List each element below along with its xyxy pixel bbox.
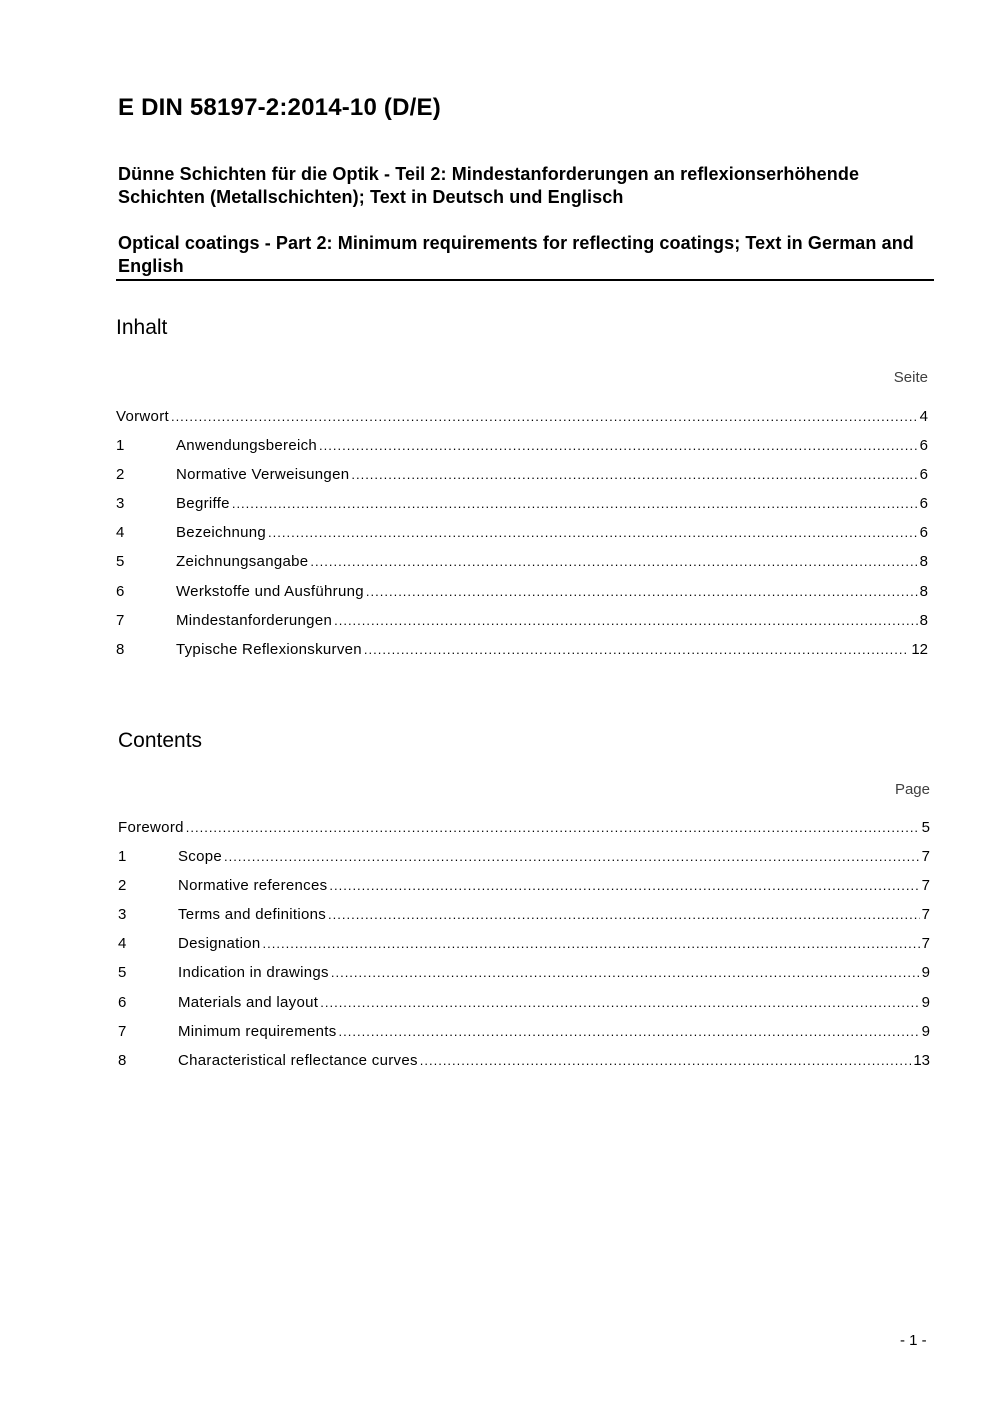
toc-entry-number: 3 xyxy=(118,906,127,924)
toc-entry[interactable] xyxy=(118,994,930,1023)
toc-dot-leader xyxy=(366,584,918,599)
toc-dot-leader xyxy=(263,936,920,951)
toc-entry-number: 1 xyxy=(116,437,125,455)
toc-dot-leader xyxy=(320,995,919,1010)
toc-entry[interactable] xyxy=(118,1023,930,1052)
toc-entry-label: Mindestanforderungen xyxy=(176,611,333,629)
toc-entry-number: 7 xyxy=(118,1022,127,1040)
toc-entry-label: Bezeichnung xyxy=(176,524,267,542)
toc-list-english xyxy=(118,819,930,1081)
toc-entry-page: 13 xyxy=(913,1051,930,1069)
toc-dot-leader xyxy=(351,467,917,482)
toc-entry[interactable] xyxy=(116,466,928,495)
toc-page-column-label-german: Seite xyxy=(893,369,928,386)
toc-entry-label: Zeichnungsangabe xyxy=(176,553,309,571)
toc-dot-leader xyxy=(328,907,920,922)
toc-entry[interactable] xyxy=(116,612,928,641)
toc-entry[interactable] xyxy=(118,906,930,935)
toc-entry-label: Normative Verweisungen xyxy=(176,466,350,484)
toc-dot-leader xyxy=(268,525,918,540)
toc-entry-label: Characteristical reflectance curves xyxy=(178,1051,418,1069)
toc-entry-page: 9 xyxy=(921,1022,930,1040)
toc-entry[interactable] xyxy=(118,877,930,906)
toc-entry-page: 6 xyxy=(919,437,928,455)
toc-entry-label: Typische Reflexionskurven xyxy=(176,640,362,658)
toc-entry-page: 7 xyxy=(921,935,930,953)
toc-entry-number: 3 xyxy=(116,495,125,513)
toc-entry-label: Foreword xyxy=(118,819,184,836)
toc-dot-leader xyxy=(224,849,920,864)
toc-entry-number: 8 xyxy=(118,1051,127,1069)
page-number: - 1 - xyxy=(900,1332,927,1349)
toc-dot-leader xyxy=(420,1053,912,1068)
toc-dot-leader xyxy=(331,965,920,980)
toc-entry-page: 6 xyxy=(919,495,928,513)
toc-entry-label: Normative references xyxy=(178,877,328,895)
toc-entry-label: Vorwort xyxy=(116,408,169,425)
toc-list-german xyxy=(116,408,928,670)
toc-entry-number: 8 xyxy=(116,640,125,658)
toc-entry-page: 8 xyxy=(919,553,928,571)
document-title: E DIN 58197-2:2014-10 (D/E) xyxy=(118,94,441,121)
toc-entry-label: Terms and definitions xyxy=(178,906,327,924)
toc-entry-page: 6 xyxy=(919,524,928,542)
toc-entry-label: Minimum requirements xyxy=(178,1022,337,1040)
toc-entry-number: 1 xyxy=(118,848,127,866)
toc-entry-label: Begriffe xyxy=(176,495,230,513)
toc-dot-leader xyxy=(186,820,920,835)
toc-entry-label: Werkstoffe und Ausführung xyxy=(176,582,364,600)
toc-entry-number: 2 xyxy=(118,877,127,895)
toc-entry-label: Scope xyxy=(178,848,223,866)
toc-dot-leader xyxy=(364,642,909,657)
toc-entry-page: 7 xyxy=(921,848,930,866)
toc-entry-label: Anwendungsbereich xyxy=(176,437,318,455)
toc-entry-number: 2 xyxy=(116,466,125,484)
subtitle-german: Dünne Schichten für die Optik - Teil 2: Mindestanforderungen an reflexionserhöhende Schichten (Metallschichten); Text in Deutsch und Englisch xyxy=(118,164,860,207)
toc-entry[interactable] xyxy=(118,935,930,964)
toc-entry[interactable] xyxy=(116,495,928,524)
toc-entry-number: 4 xyxy=(116,524,125,542)
toc-entry-label: Designation xyxy=(178,935,261,953)
toc-entry[interactable] xyxy=(116,583,928,612)
toc-entry[interactable] xyxy=(118,848,930,877)
subtitle-english: Optical coatings - Part 2: Minimum requirements for reflecting coatings; Text in German and English xyxy=(118,233,914,276)
toc-entry[interactable] xyxy=(116,641,928,670)
toc-dot-leader xyxy=(329,878,919,893)
toc-entry-number: 5 xyxy=(118,964,127,982)
toc-entry-page: 12 xyxy=(911,640,928,658)
toc-entry-page: 9 xyxy=(921,964,930,982)
toc-dot-leader xyxy=(339,1024,920,1039)
toc-dot-leader xyxy=(232,496,918,511)
toc-entry[interactable] xyxy=(118,819,930,848)
toc-page-column-label-english: Page xyxy=(894,781,930,798)
toc-entry-label: Indication in drawings xyxy=(178,964,329,982)
toc-dot-leader xyxy=(319,438,918,453)
toc-entry-page: 7 xyxy=(921,906,930,924)
toc-entry-page: 4 xyxy=(919,408,928,425)
toc-entry-label: Materials and layout xyxy=(178,993,319,1011)
toc-dot-leader xyxy=(334,613,918,628)
toc-entry-number: 6 xyxy=(118,993,127,1011)
toc-heading-english: Contents xyxy=(118,729,203,752)
toc-entry[interactable] xyxy=(116,524,928,553)
toc-dot-leader xyxy=(171,409,918,424)
toc-entry-number: 7 xyxy=(116,611,125,629)
toc-entry[interactable] xyxy=(116,408,928,437)
toc-entry-number: 6 xyxy=(116,582,125,600)
toc-entry[interactable] xyxy=(116,553,928,582)
toc-entry-page: 8 xyxy=(919,611,928,629)
toc-dot-leader xyxy=(310,554,917,569)
toc-entry[interactable] xyxy=(116,437,928,466)
toc-entry-page: 8 xyxy=(919,582,928,600)
toc-entry[interactable] xyxy=(118,964,930,993)
toc-entry-page: 5 xyxy=(921,819,930,836)
toc-heading-german: Inhalt xyxy=(116,316,168,339)
title-divider xyxy=(116,279,934,281)
toc-entry-number: 4 xyxy=(118,935,127,953)
toc-entry-page: 7 xyxy=(921,877,930,895)
toc-entry-page: 9 xyxy=(921,993,930,1011)
toc-entry[interactable] xyxy=(118,1052,930,1081)
toc-entry-page: 6 xyxy=(919,466,928,484)
toc-entry-number: 5 xyxy=(116,553,125,571)
